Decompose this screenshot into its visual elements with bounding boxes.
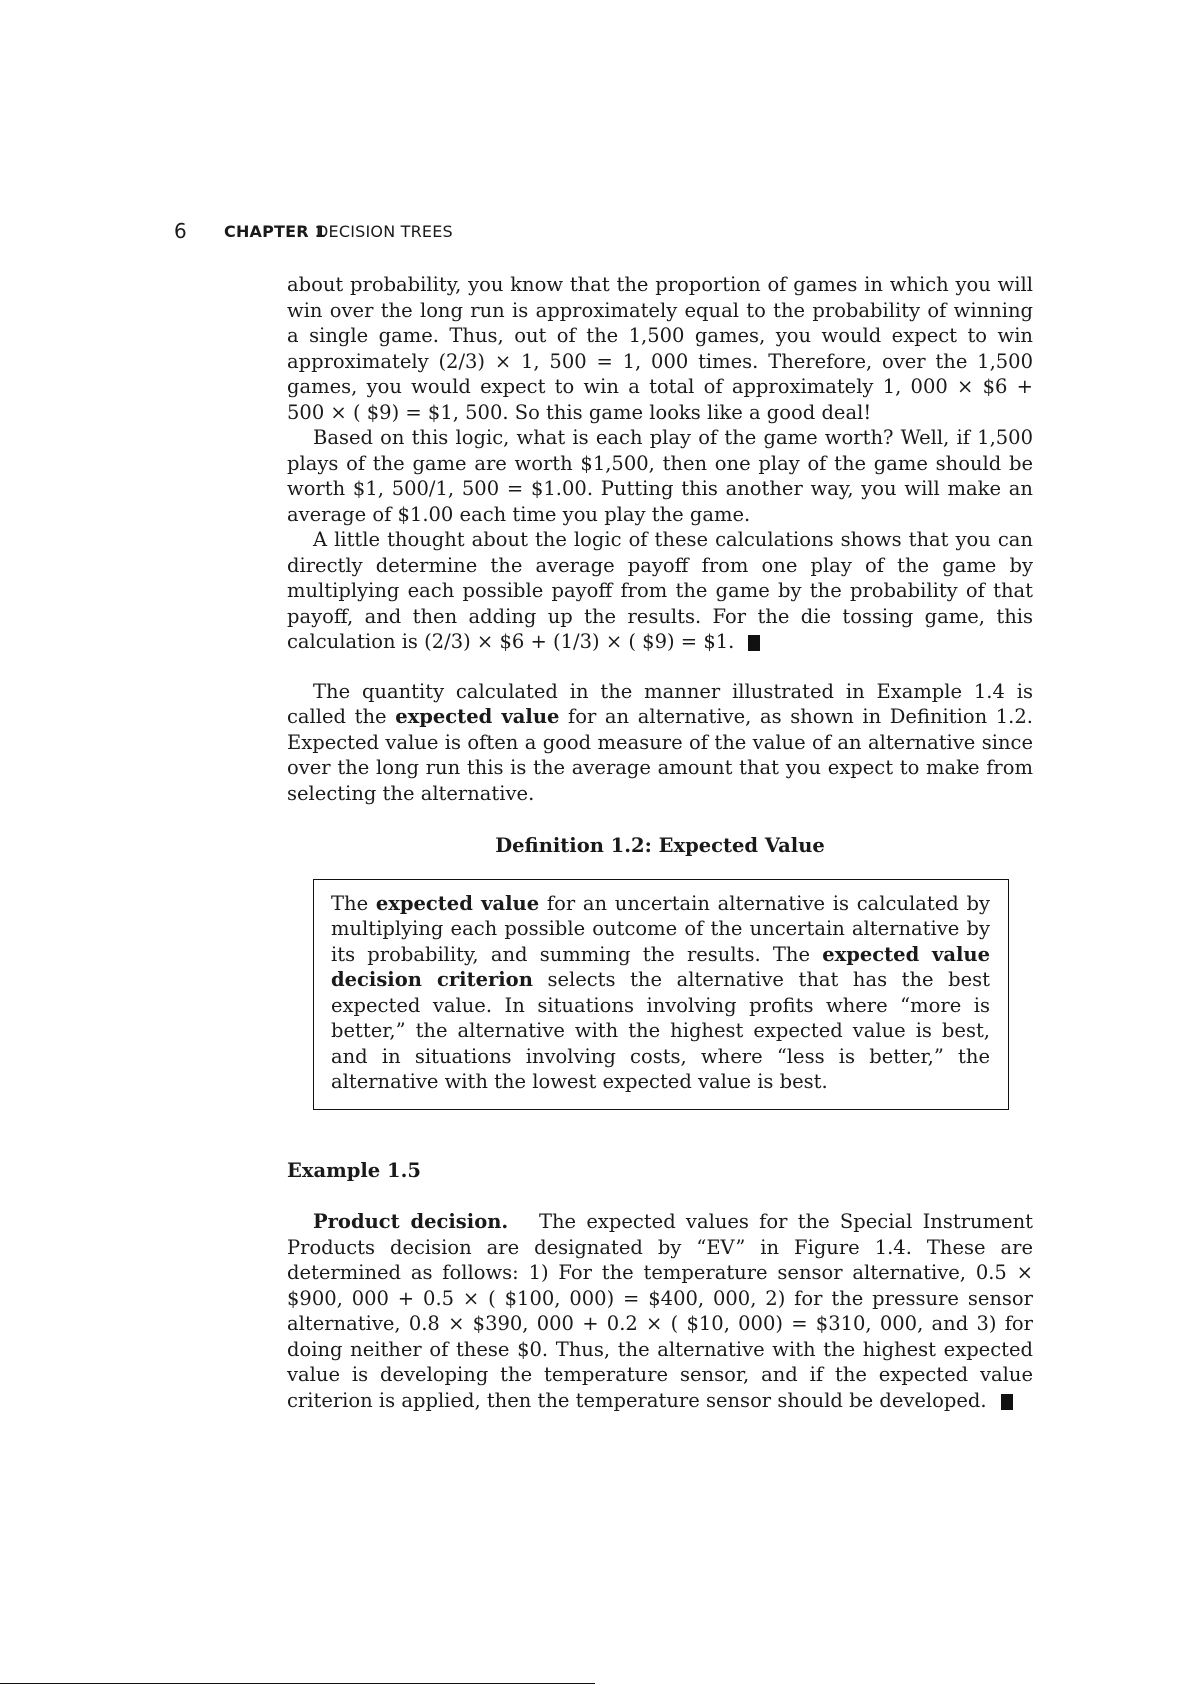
paragraph-expected-value-intro	[287, 679, 1033, 807]
def-term-decision-criterion: expected value decision criterion	[331, 942, 990, 991]
paragraph-logic: Based on this logic, what is each play of the game worth? Well, if 1,500 plays of the game are worth $1,500, then one play of the game should be worth $1, 500/1, 500 = $1.00. Putting this another way, you will make an average of $1.00 each time you play the game.	[287, 426, 1033, 526]
bottom-divider	[0, 1683, 595, 1684]
def-term-expected-value: expected value	[375, 891, 540, 915]
def-text-2: for an uncertain alternative is calculated by multiplying each possible outcome of the uncertain alternative by its probability, and summing the results. The	[331, 891, 990, 966]
page-number: 6	[174, 219, 187, 243]
example-body	[287, 1209, 1033, 1413]
definition-text	[331, 891, 990, 1095]
paragraph-calculation	[287, 527, 1033, 655]
example-text: The expected values for the Special Instrument Products decision are designated by “EV” in Figure 1.4. These are determined as follows: 1) For the temperature sensor alternative, 0.5 × $900, 000 + 0.5 × ( $100, 000) = $400, 000, 2) for the pressure sensor alternative, 0.8 × $390, 000 + 0.2 × ( $10, 000) = $310, 000, and 3) for doing neither of these $0. Thus, the alternative with the highest expected value is developing the temperature sensor, and if the expected value criterion is applied, then the temperature sensor should be developed.	[287, 1210, 1033, 1412]
def-text-1: The	[331, 891, 369, 915]
p4-text-2: for an alternative, as shown in Definition 1.2. Expected value is often a good measure of the value of an alternative since over the long run this is the average amount that you expect to make from selecting the alternative.	[287, 705, 1033, 805]
definition-title: Definition 1.2: Expected Value	[495, 834, 825, 857]
main-text	[287, 272, 1033, 1413]
example-lead: Product decision.	[313, 1210, 509, 1233]
definition-box	[313, 879, 1009, 1110]
example-heading: Example 1.5	[287, 1158, 421, 1182]
p4-term-expected-value: expected value	[395, 705, 560, 728]
chapter-title: DECISION TREES	[316, 222, 453, 241]
paragraph-continuation: about probability, you know that the proportion of games in which you will win over the long run is approximately equal to the probability of winning a single game. Thus, out of the 1,500 games, you would expect to win approximately (2/3) × 1, 500 = 1, 000 times. Therefore, over the 1,500 games, you would expect to win a total of approximately 1, 000 × $6 + 500 × ( $9) = $1, 500. So this game looks like a good deal!	[287, 273, 1033, 424]
end-of-example-icon	[1001, 1394, 1013, 1410]
p4-text-1: The quantity calculated in the manner illustrated in Example 1.4 is called the	[287, 679, 1033, 728]
chapter-label: CHAPTER 1	[224, 222, 326, 241]
def-text-3: selects the alternative that has the best expected value. In situations involving profits where “more is better,” the alternative with the highest expected value is best, and in situations involving costs, where “less is better,” the alternative with the lowest expected value is best.	[331, 968, 991, 1093]
paragraph-calculation-text: A little thought about the logic of these calculations shows that you can directly determine the average payoff from one play of the game by multiplying each possible payoff from the game by the probability of that payoff, and then adding up the results. For the die tossing game, this calculation is (2/3) × $6 + (1/3) × ( $9) = $1.	[287, 528, 1033, 653]
end-of-example-icon	[748, 635, 760, 651]
